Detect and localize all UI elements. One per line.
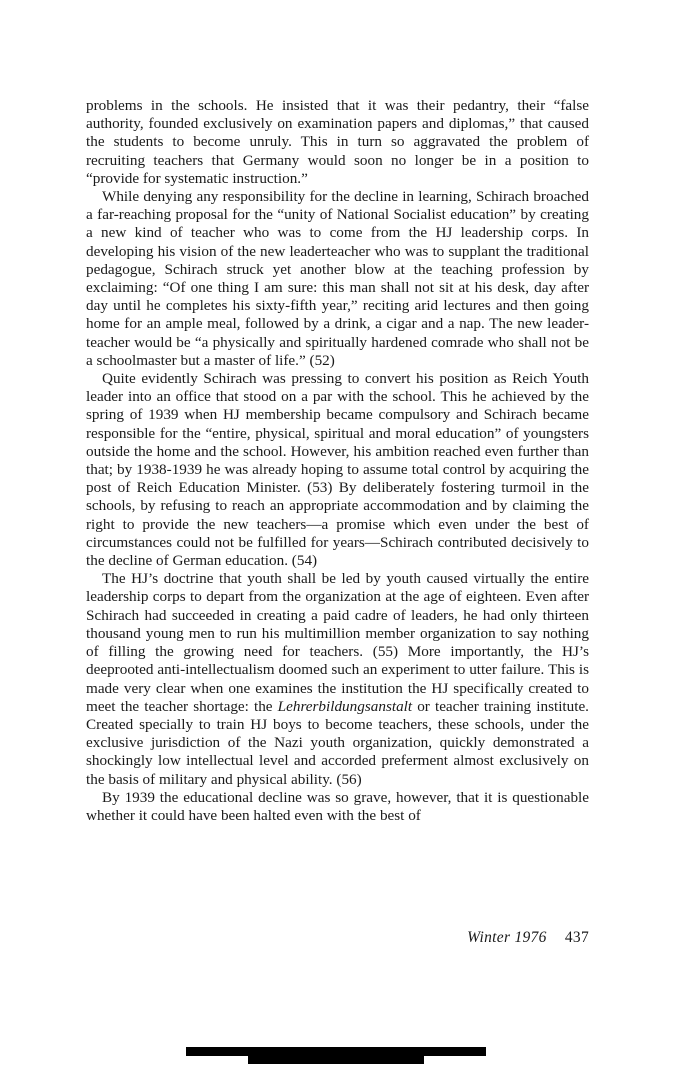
paragraph-5: By 1939 the educational decline was so grave, however, that it is questionable whether it could have been halted even with the best of xyxy=(86,788,589,824)
scan-bar-top xyxy=(186,1047,486,1056)
page-number: 437 xyxy=(564,929,589,946)
paragraph-2: While denying any responsibility for the decline in learning, Schirach broached a far-reaching proposal for the “unity of National Socialist education” by creating a new kind of teacher who was to come from the HJ leadership corps. In developing his vision of the new leaderteacher who was to supplant the traditional pedagogue, Schirach struck yet another blow at the teaching profession by exclaiming: “Of one thing I am sure: this man shall not sit at his desk, day after day until he completes his sixty-fifth year,” reciting arid lectures and then going home for an ample meal, followed by a drink, a cigar and a nap. The new leader-teacher would be “a physically and spiritually hardened comrade who shall not be a schoolmaster but a master of life.” (52) xyxy=(86,188,589,369)
paragraph-1: problems in the schools. He insisted that it was their pedantry, their “false authority, founded exclusively on examination papers and diplomas,” that caused the students to become unruly. This in turn so aggravated the problem of recruiting teachers that Germany would soon no longer be in a position to “provide for systematic instruction.” xyxy=(86,97,589,187)
paragraph-4-text-a: The HJ’s doctrine that youth shall be led by youth caused virtually the entire leadership corps to depart from the organization at the age of eighteen. Even after Schirach had succeeded in creating a paid cadre of leaders, he had only thirteen thousand young men to run his multimillion member organization to say nothing of filling the growing need for teachers. (55) More importantly, the HJ’s deeprooted anti-intellectualism doomed such an experiment to utter failure. This is made very clear when one examines the institution the HJ specifically created to meet the teacher shortage: the xyxy=(86,570,589,715)
page-footer xyxy=(467,929,589,947)
body-text xyxy=(86,97,589,825)
journal-issue: Winter 1976 xyxy=(467,929,547,946)
paragraph-4-text-b: or teacher training institute. Created specially to train HJ boys to become teachers, these schools, under the exclusive jurisdiction of the Nazi youth organization, quickly demonstrated a shockingly low intellectual level and accorded preferment almost exclusively on the basis of military and physical ability. (56) xyxy=(86,697,589,788)
term-lehrerbildungsanstalt: Lehrerbildungsanstalt xyxy=(277,697,413,715)
paragraph-4 xyxy=(86,570,589,788)
scan-bar-bottom xyxy=(248,1056,424,1064)
paragraph-3: Quite evidently Schirach was pressing to convert his position as Reich Youth leader into an office that stood on a par with the school. This he achieved by the spring of 1939 when HJ membership became compulsory and Schirach became responsible for the “entire, physical, spiritual and moral education” of youngsters outside the home and the school. However, his ambition reached even further than that; by 1938-1939 he was already hoping to assume total control by acquiring the post of Reich Education Minister. (53) By deliberately fostering turmoil in the schools, by refusing to reach an appropriate accommodation and by claiming the right to provide the new teachers—a promise which even under the best of circumstances could not be fulfilled for years—Schirach contributed decisively to the decline of German education. (54) xyxy=(86,370,589,570)
